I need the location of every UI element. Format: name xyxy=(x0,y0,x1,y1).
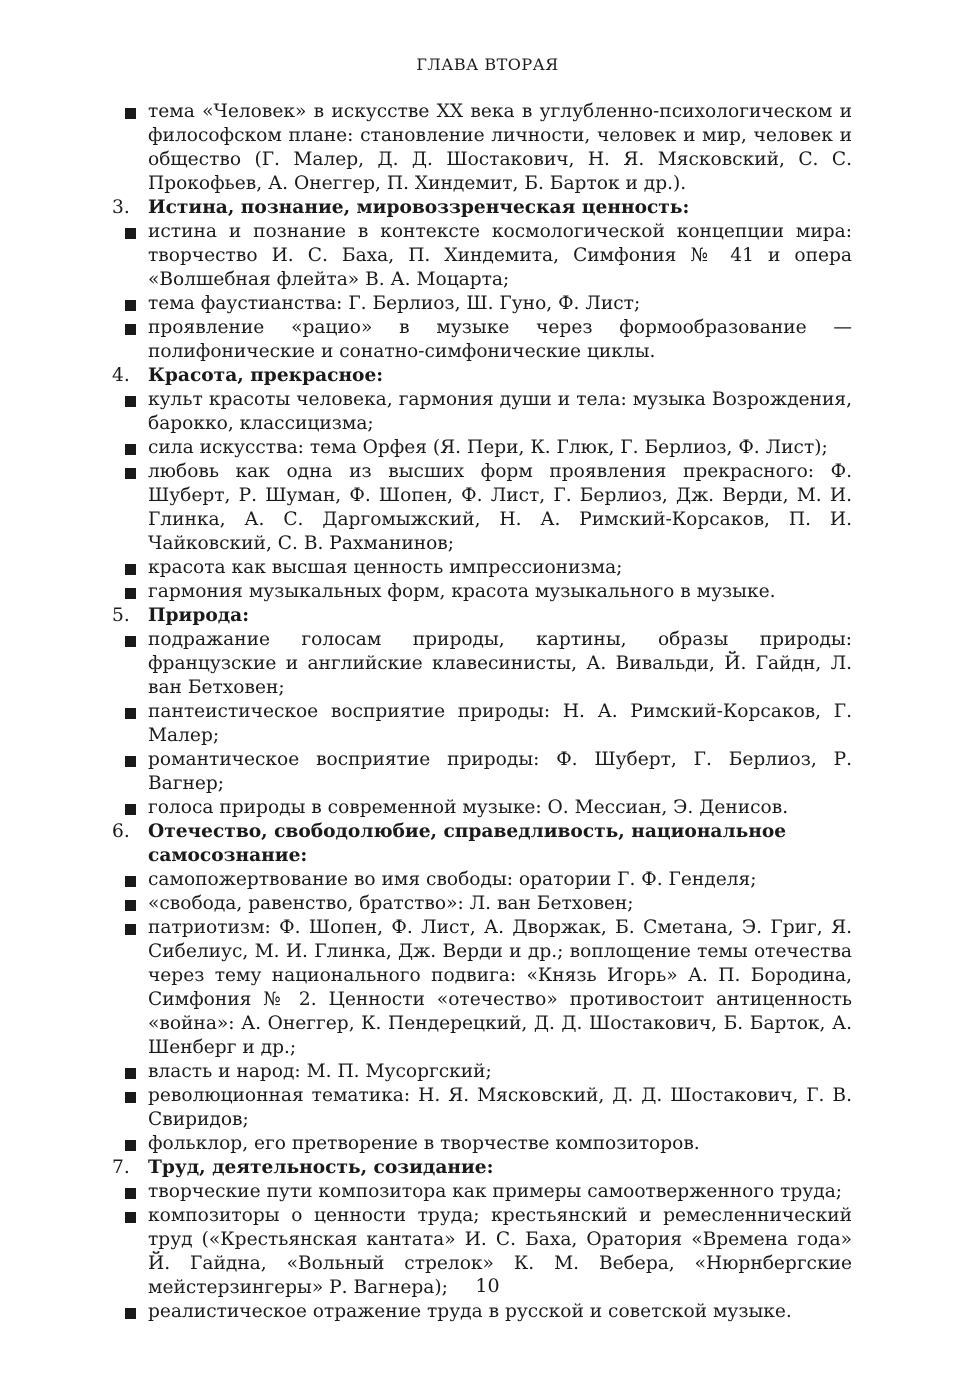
bullet-item xyxy=(112,1180,852,1204)
section-number: 7. xyxy=(112,1157,130,1178)
section-heading xyxy=(112,820,852,868)
bullet-item xyxy=(112,580,852,604)
bullet-text: истина и познание в контексте космологической концепции мира: творчество И. С. Баха, П. Хиндемита, Симфония № 41 и опера «Волшебная флейта» В. А. Моцарта; xyxy=(148,221,852,290)
square-bullet-icon xyxy=(125,300,136,311)
square-bullet-icon xyxy=(125,444,136,455)
section-number: 4. xyxy=(112,365,130,386)
bullet-item xyxy=(112,748,852,796)
bullet-item xyxy=(112,700,852,748)
bullet-text: власть и народ: М. П. Мусоргский; xyxy=(148,1061,492,1082)
page-number: 10 xyxy=(475,1275,500,1297)
bullet-item xyxy=(112,292,852,316)
bullet-item xyxy=(112,316,852,364)
bullet-text: тема фаустианства: Г. Берлиоз, Ш. Гуно, Ф. Лист; xyxy=(148,293,641,314)
bullet-text: реалистическое отражение труда в русской и советской музыке. xyxy=(148,1301,792,1322)
bullet-text: пантеистическое восприятие природы: Н. А. Римский-Корсаков, Г. Малер; xyxy=(148,701,852,746)
bullet-text: гармония музыкальных форм, красота музыкального в музыке. xyxy=(148,581,776,602)
square-bullet-icon xyxy=(125,588,136,599)
square-bullet-icon xyxy=(125,1308,136,1319)
bullet-text: культ красоты человека, гармония души и тела: музыка Возрождения, барокко, классицизма; xyxy=(148,389,852,434)
bullet-item xyxy=(112,916,852,1060)
section-heading xyxy=(112,364,852,388)
square-bullet-icon xyxy=(125,564,136,575)
section-title: Труд, деятельность, созидание: xyxy=(148,1157,494,1178)
square-bullet-icon xyxy=(125,108,136,119)
bullet-text: патриотизм: Ф. Шопен, Ф. Лист, А. Дворжак, Б. Сметана, Э. Григ, Я. Сибелиус, М. И. Глинка, Дж. Верди и др.; воплощение темы отечества через тему национального подвига: «Князь Игорь» А. П. Бородина, Симфония № 2. Ценности «отечество» противостоит антиценность «война»: А. Онеггер, К. Пендерецкий, Д. Д. Шостакович, Б. Барток, А. Шенберг и др.; xyxy=(148,917,852,1058)
section-number: 6. xyxy=(112,821,130,842)
square-bullet-icon xyxy=(125,396,136,407)
section-number: 5. xyxy=(112,605,130,626)
bullet-text: романтическое восприятие природы: Ф. Шуберт, Г. Берлиоз, Р. Вагнер; xyxy=(148,749,852,794)
square-bullet-icon xyxy=(125,1068,136,1079)
square-bullet-icon xyxy=(125,324,136,335)
bullet-item xyxy=(112,868,852,892)
section-heading xyxy=(112,1156,852,1180)
section-title: Истина, познание, мировоззренческая ценность: xyxy=(148,197,690,218)
page-content xyxy=(112,100,852,1324)
square-bullet-icon xyxy=(125,1212,136,1223)
square-bullet-icon xyxy=(125,924,136,935)
bullet-item xyxy=(112,892,852,916)
square-bullet-icon xyxy=(125,876,136,887)
bullet-item xyxy=(112,460,852,556)
section-title: Красота, прекрасное: xyxy=(148,365,384,386)
square-bullet-icon xyxy=(125,804,136,815)
bullet-item xyxy=(112,796,852,820)
bullet-text: фольклор, его претворение в творчестве композиторов. xyxy=(148,1133,700,1154)
bullet-text: красота как высшая ценность импрессионизма; xyxy=(148,557,623,578)
bullet-text: творческие пути композитора как примеры самоотверженного труда; xyxy=(148,1181,843,1202)
square-bullet-icon xyxy=(125,468,136,479)
bullet-item xyxy=(112,220,852,292)
bullet-text: композиторы о ценности труда; крестьянский и ремесленнический труд («Крестьянская кантата» И. С. Баха, Оратория «Времена года» Й. Гайдна, «Вольный стрелок» К. М. Вебера, «Нюрнбергские мейстерзингеры» Р. Вагнера); xyxy=(148,1205,852,1298)
bullet-item xyxy=(112,1084,852,1132)
square-bullet-icon xyxy=(125,1140,136,1151)
bullet-text: сила искусства: тема Орфея (Я. Пери, К. Глюк, Г. Берлиоз, Ф. Лист); xyxy=(148,437,828,458)
square-bullet-icon xyxy=(125,636,136,647)
bullet-item xyxy=(112,1300,852,1324)
bullet-text: тема «Человек» в искусстве XX века в углубленно-психологическом и философском плане: становление личности, человек и мир, человек и общество (Г. Малер, Д. Д. Шостакович, Н. Я. Мясковский, С. С. Прокофьев, А. Онеггер, П. Хиндемит, Б. Барток и др.). xyxy=(148,101,852,194)
bullet-text: подражание голосам природы, картины, образы природы: французские и английские клавесинисты, А. Вивальди, Й. Гайдн, Л. ван Бетховен; xyxy=(148,629,852,698)
section-heading xyxy=(112,604,852,628)
square-bullet-icon xyxy=(125,1092,136,1103)
bullet-text: любовь как одна из высших форм проявления прекрасного: Ф. Шуберт, Р. Шуман, Ф. Шопен, Ф. Лист, Г. Берлиоз, Дж. Верди, М. И. Глинка, А. С. Даргомыжский, Н. А. Римский-Корсаков, П. И. Чайковский, С. В. Рахманинов; xyxy=(148,461,852,554)
running-head: ГЛАВА ВТОРАЯ xyxy=(416,55,559,74)
bullet-text: проявление «рацио» в музыке через формообразование — полифонические и сонатно-симфонические циклы. xyxy=(148,317,852,362)
bullet-text: самопожертвование во имя свободы: оратории Г. Ф. Генделя; xyxy=(148,869,757,890)
bullet-text: революционная тематика: Н. Я. Мясковский, Д. Д. Шостакович, Г. В. Свиридов; xyxy=(148,1085,852,1130)
bullet-item xyxy=(112,556,852,580)
square-bullet-icon xyxy=(125,708,136,719)
bullet-item xyxy=(112,100,852,196)
bullet-item xyxy=(112,1132,852,1156)
section-heading xyxy=(112,196,852,220)
bullet-item xyxy=(112,1060,852,1084)
bullet-item xyxy=(112,436,852,460)
square-bullet-icon xyxy=(125,756,136,767)
bullet-text: «свобода, равенство, братство»: Л. ван Бетховен; xyxy=(148,893,634,914)
bullet-item xyxy=(112,628,852,700)
section-title: Природа: xyxy=(148,605,250,626)
bullet-item xyxy=(112,388,852,436)
bullet-text: голоса природы в современной музыке: О. Мессиан, Э. Денисов. xyxy=(148,797,789,818)
square-bullet-icon xyxy=(125,228,136,239)
section-title: Отечество, свободолюбие, справедливость, национальное самосознание: xyxy=(148,821,787,866)
section-number: 3. xyxy=(112,197,130,218)
square-bullet-icon xyxy=(125,1188,136,1199)
square-bullet-icon xyxy=(125,900,136,911)
